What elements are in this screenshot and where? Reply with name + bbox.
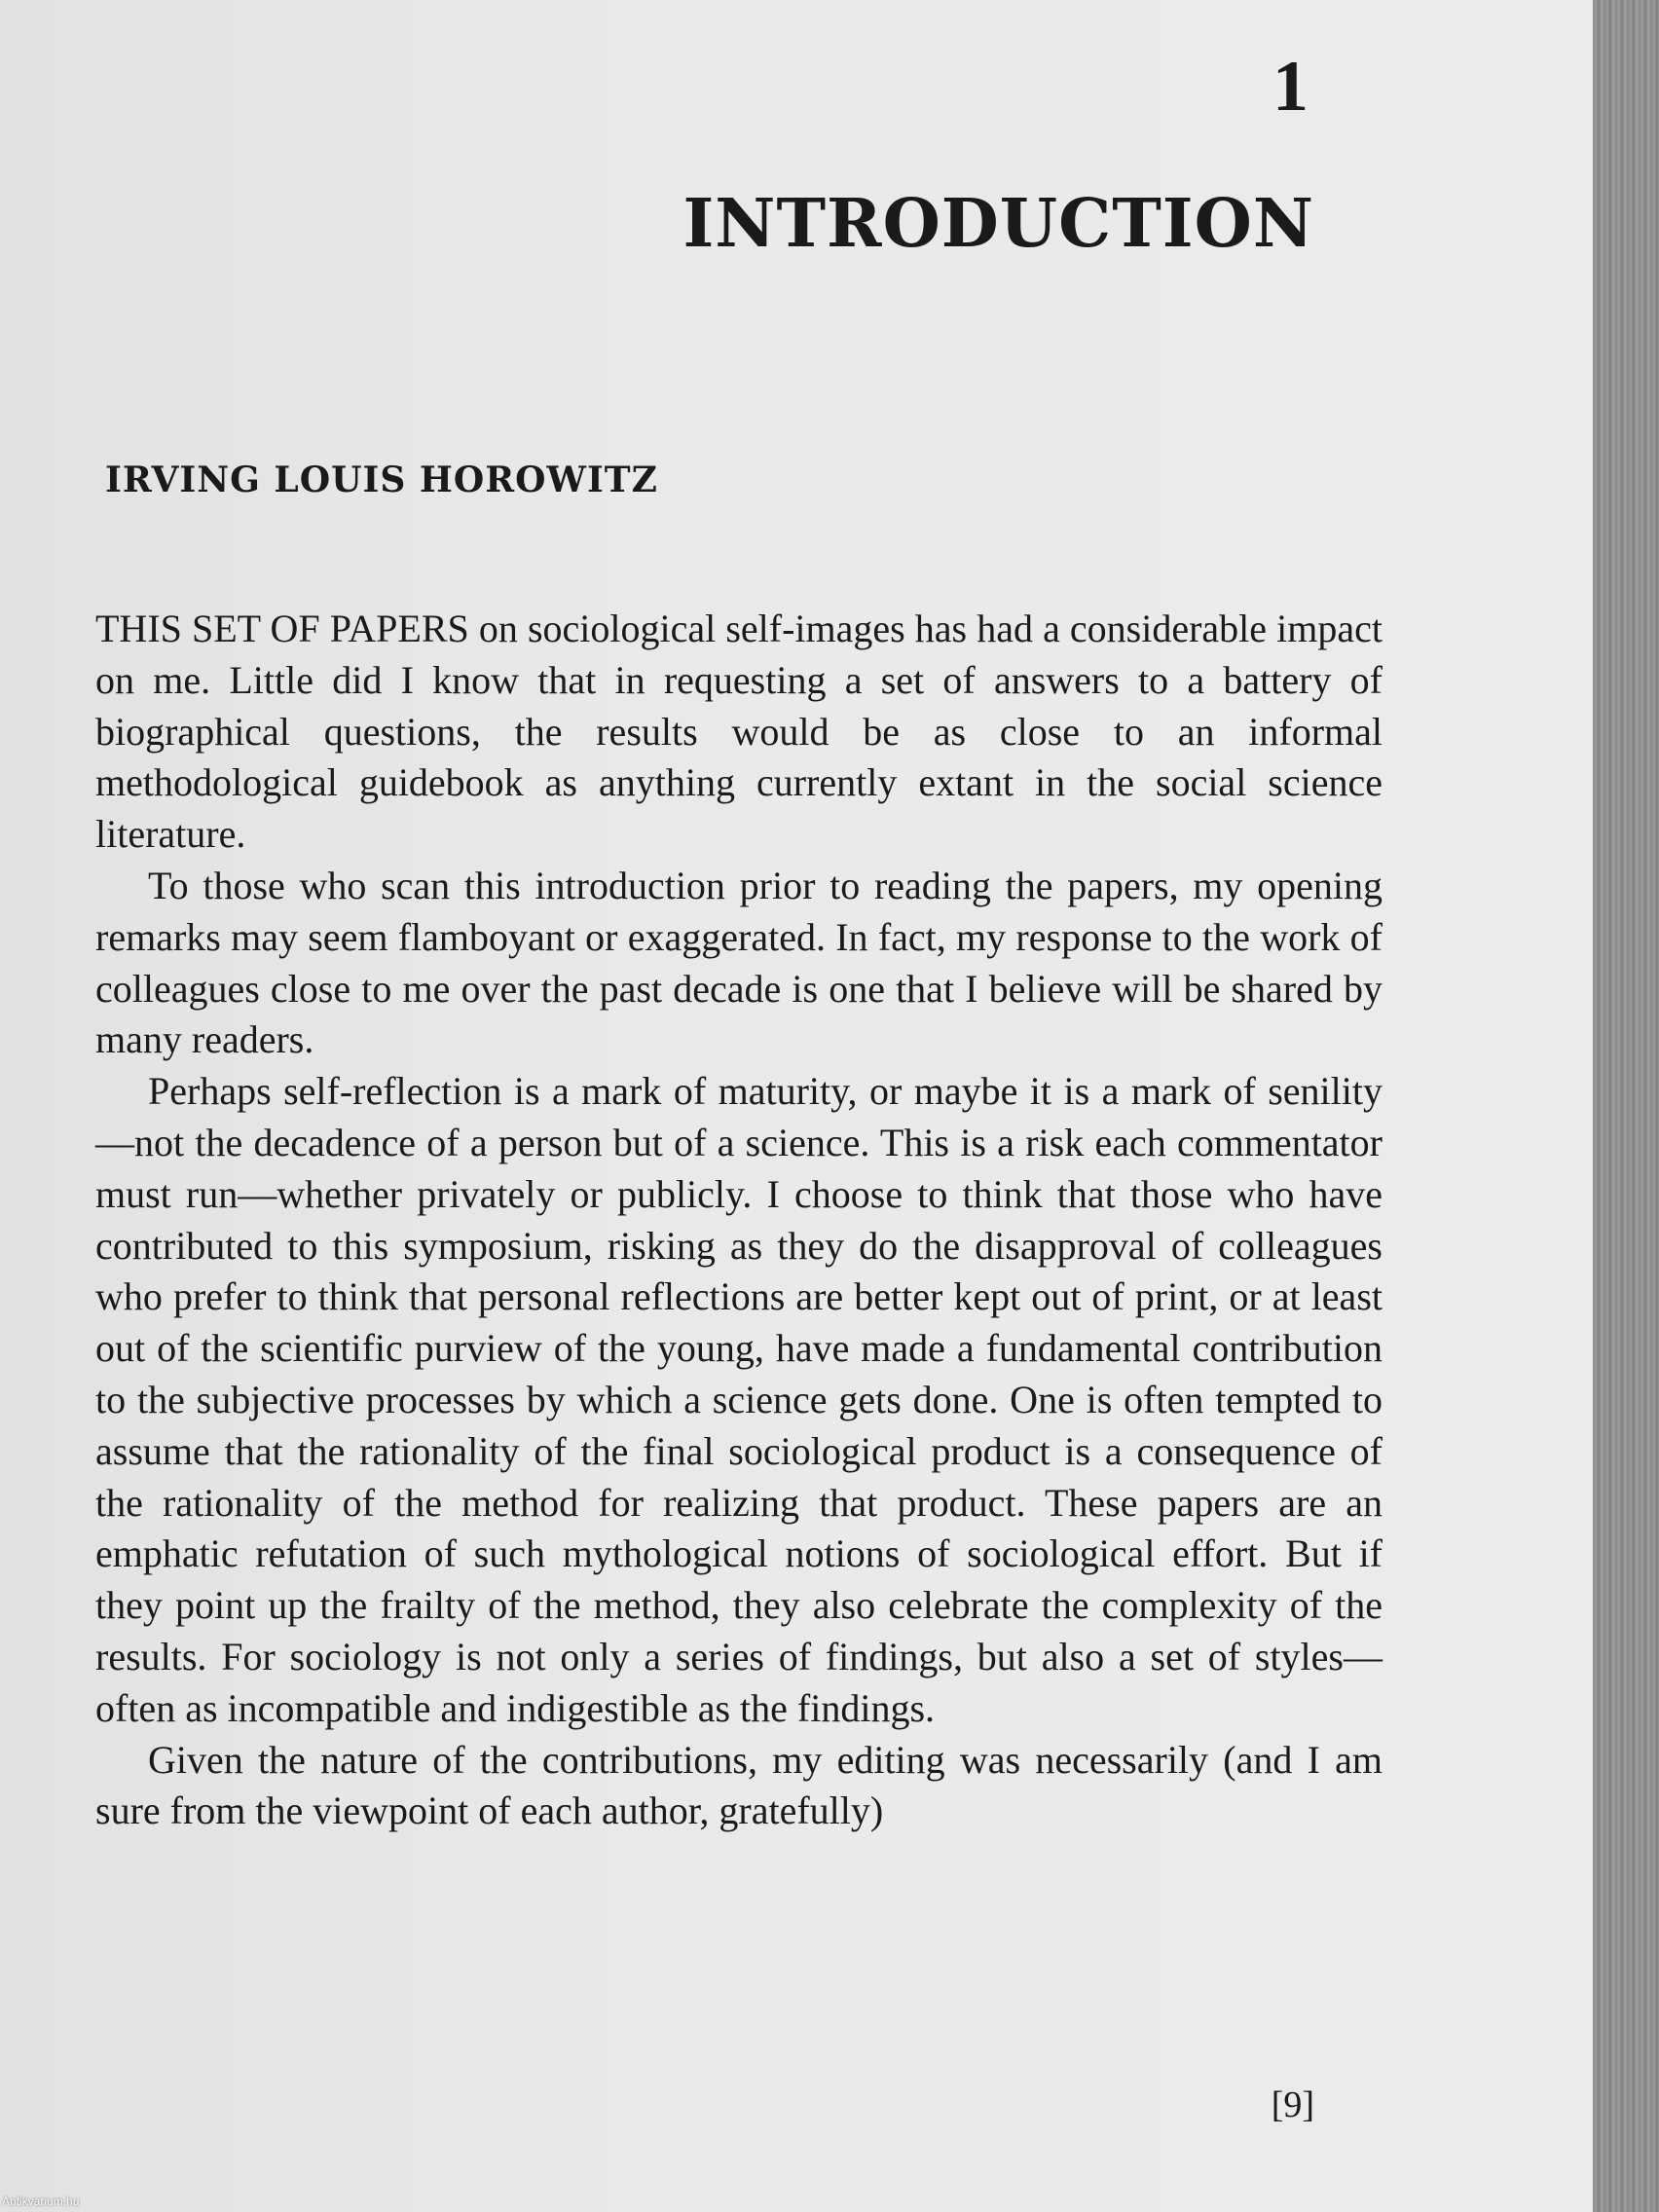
paragraph-3: Perhaps self-reflection is a mark of maturity, or maybe it is a mark of senility—not the decadence of a person but of a science. This is a risk each commentator must run—whether privately or publicly. I choose to think that those who have contributed to this symposium, risking as they do the disapproval of colleagues who prefer to think that personal reflections are better kept out of print, or at least out of the scientific purview of the young, have made a fundamental contribution to the subjective processes by which a science gets done. One is often tempted to assume that the rationality of the final sociological product is a consequence of the rationality of the method for realizing that product. These papers are an emphatic refutation of such mythological notions of sociological effort. But if they point up the frailty of the method, they also celebrate the complexity of the results. For sociology is not only a series of findings, but also a set of styles—often as incompatible and indigestible as the findings. bbox=[95, 1069, 1382, 1730]
paragraph-2: To those who scan this introduction prior to reading the papers, my opening remarks may seem flamboyant or exaggerated. In fact, my response to the work of colleagues close to me over the past decade is one that I believe will be shared by many readers. bbox=[95, 863, 1382, 1062]
chapter-title: INTRODUCTION bbox=[682, 185, 1314, 263]
watermark: Antikvarium.hu bbox=[2, 2194, 80, 2208]
paragraph-lead-in: THIS SET OF PAPERS bbox=[95, 607, 469, 650]
author-name: IRVING LOUIS HOROWITZ bbox=[105, 460, 658, 500]
body-text bbox=[95, 604, 1382, 1837]
paragraph-1: THIS SET OF PAPERS on sociological self-images has had a considerable impact on me. Little did I know that in requesting a set of answers to a battery of biographical questions, the results would be as close to an informal methodological guidebook as anything currently extant in the social science literature. bbox=[95, 607, 1382, 857]
page-number: [9] bbox=[1271, 2084, 1314, 2125]
paragraph-4: Given the nature of the contributions, my editing was necessarily (and I am sure from the viewpoint of each author, gratefully) bbox=[95, 1737, 1382, 1833]
chapter-number: 1 bbox=[1272, 47, 1309, 127]
book-edge bbox=[1593, 0, 1659, 2212]
